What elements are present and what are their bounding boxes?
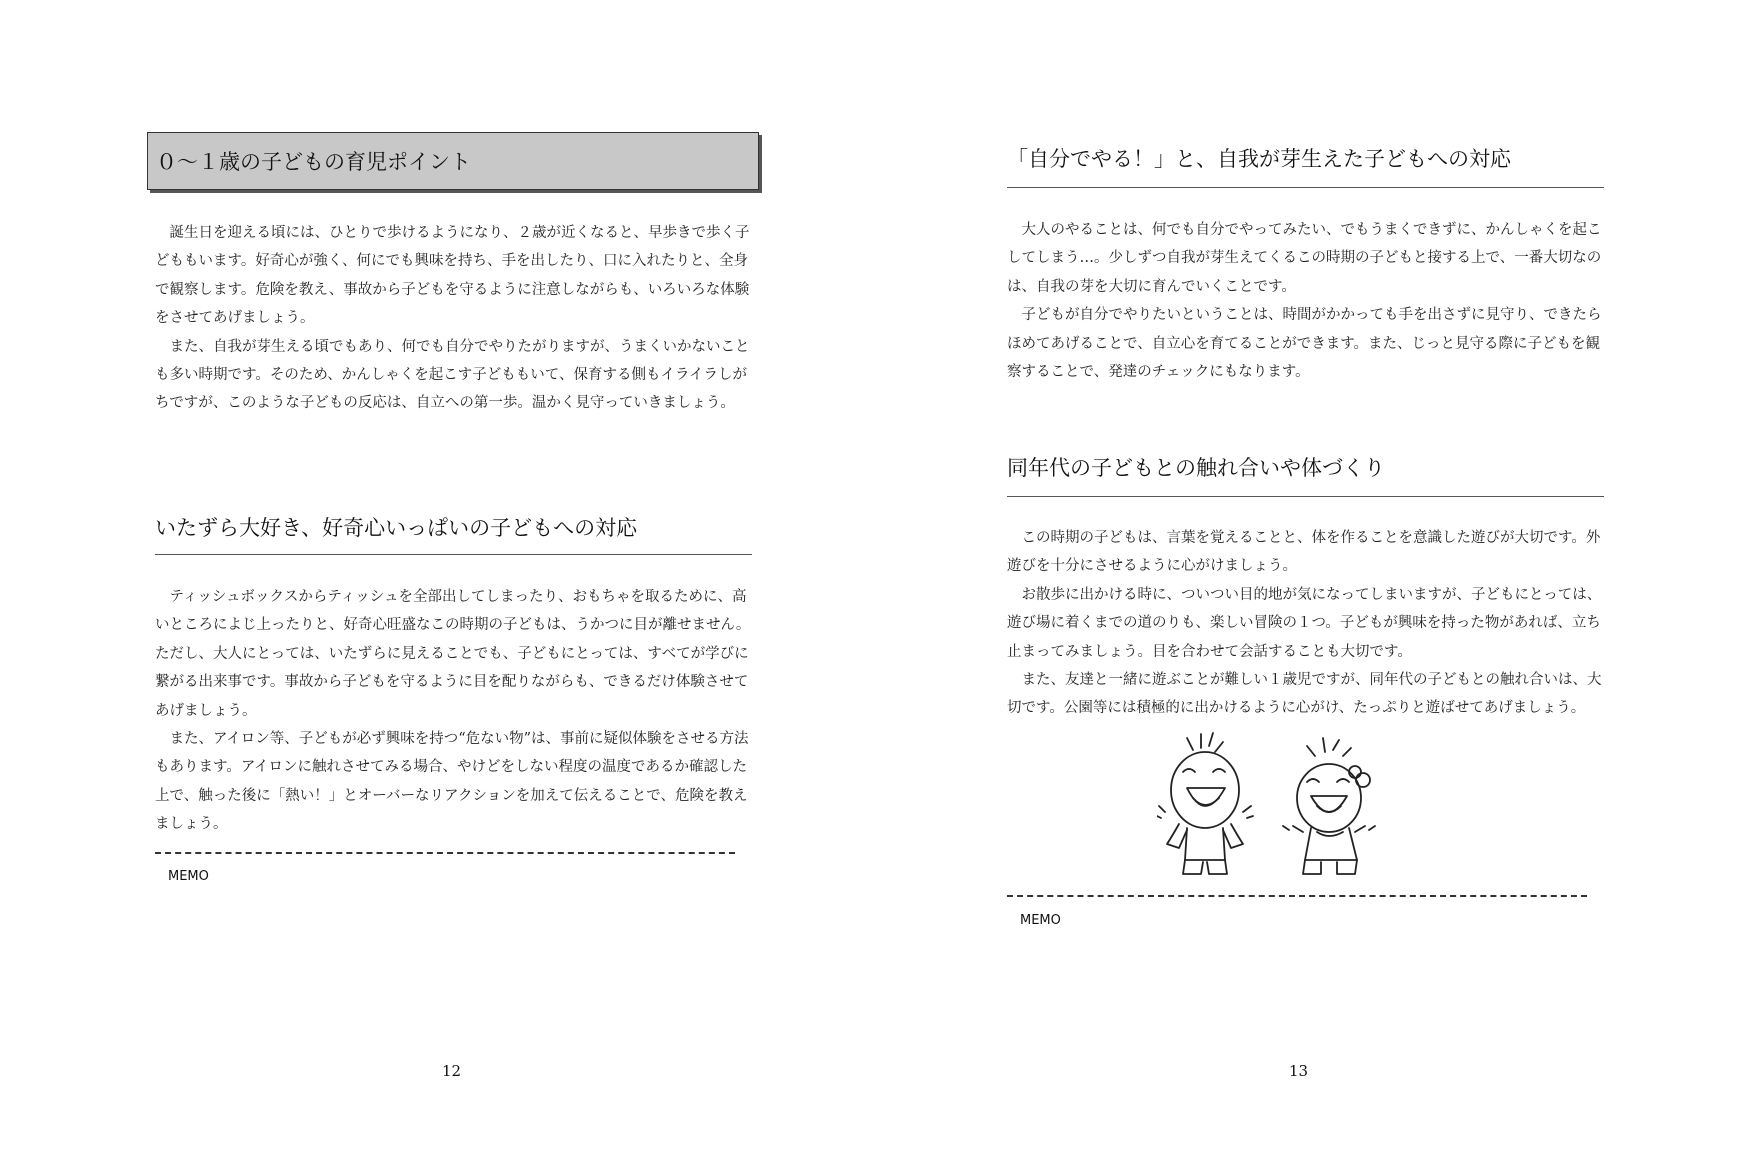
heading-underline [1007, 187, 1604, 188]
right-page [877, 0, 1755, 1155]
paragraph: 子どもが自分でやりたいということは、時間がかかっても手を出さずに見守り、できたらほめてあげることで、自立心を育てることができます。また、じっと見守る際に子どもを観察することで、発達のチェックにもなります。 [1007, 307, 1602, 381]
memo-dashed-line [1007, 895, 1587, 897]
paragraph: また、友達と一緒に遊ぶことが難しい１歳児ですが、同年代の子どもとの触れ合いは、大切です。公園等には積極的に出かけるように心がけ、たっぷりと遊ばせてあげましょう。 [1007, 672, 1602, 717]
page-number: 13 [1289, 1062, 1309, 1080]
memo-label: MEMO [168, 869, 209, 884]
section-body-self-assertion [1007, 216, 1609, 386]
memo-dashed-line [155, 852, 735, 854]
paragraph: この時期の子どもは、言葉を覚えることと、体を作ることを意識した遊びが大切です。外遊びを十分にさせるように心がけましょう。 [1007, 530, 1601, 575]
section-body-peer-interaction [1007, 524, 1609, 723]
heading-underline [1007, 496, 1604, 497]
paragraph: 誕生日を迎える頃には、ひとりで歩けるようになり、２歳が近くなると、早歩きで歩く子どももいます。好奇心が強く、何にでも興味を持ち、手を出したり、口に入れたりと、全身で観察します。危険を教え、事故から子どもを守るように注意しながらも、いろいろな体験をさせてあげましょう。 [155, 225, 750, 327]
section-title-mischief: いたずら大好き、好奇心いっぱいの子どもへの対応 [155, 516, 638, 540]
left-page [0, 0, 877, 1155]
paragraph: お散歩に出かける時に、ついつい目的地が気になってしまいますが、子どもにとっては、遊び場に着くまでの道のりも、楽しい冒険の１つ。子どもが興味を持った物があれば、立ち止まってみましょう。目を合わせて会話することも大切です。 [1007, 586, 1602, 660]
paragraph: ティッシュボックスからティッシュを全部出してしまったり、おもちゃを取るために、高いところによじ上ったりと、好奇心旺盛なこの時期の子どもは、うかつに目が離せません。ただし、大人にとっては、いたずらに見えることでも、子どもにとっては、すべてが学びに繋がる出来事です。事故から子どもを守るように目を配りながらも、できるだけ体験させてあげましょう。 [155, 589, 751, 719]
section-title-self-assertion: 「自分でやる！」と、自我が芽生えた子どもへの対応 [1007, 147, 1511, 171]
paragraph: また、自我が芽生える頃でもあり、何でも自分でやりたがりますが、うまくいかないことも多い時期です。そのため、かんしゃくを起こす子どももいて、保育する側もイライラしがちですが、このような子どもの反応は、自立への第一歩。温かく見守っていきましょう。 [155, 338, 750, 412]
section-title-0-1-age-points: ０〜１歳の子どもの育児ポイント [147, 132, 759, 190]
two-laughing-children-illustration [1157, 728, 1397, 878]
section-body-mischief [155, 583, 755, 839]
heading-underline [155, 554, 752, 555]
memo-label: MEMO [1020, 913, 1061, 928]
paragraph: また、アイロン等、子どもが必ず興味を持つ“危ない物”は、事前に疑似体験をさせる方法もあります。アイロンに触れさせてみる場合、やけどをしない程度の温度であるか確認した上で、触った後に「熱い！」とオーバーなリアクションを加えて伝えることで、危険を教えましょう。 [155, 731, 749, 833]
section-title-peer-interaction: 同年代の子どもとの触れ合いや体づくり [1007, 456, 1385, 480]
section-body-0-1-age-points [155, 219, 755, 418]
paragraph: 大人のやることは、何でも自分でやってみたい、でもうまくできずに、かんしゃくを起こしてしまう…。少しずつ自我が芽生えてくるこの時期の子どもと接する上で、一番大切なのは、自我の芽を大切に育んでいくことです。 [1007, 222, 1602, 295]
page-number: 12 [442, 1062, 462, 1080]
